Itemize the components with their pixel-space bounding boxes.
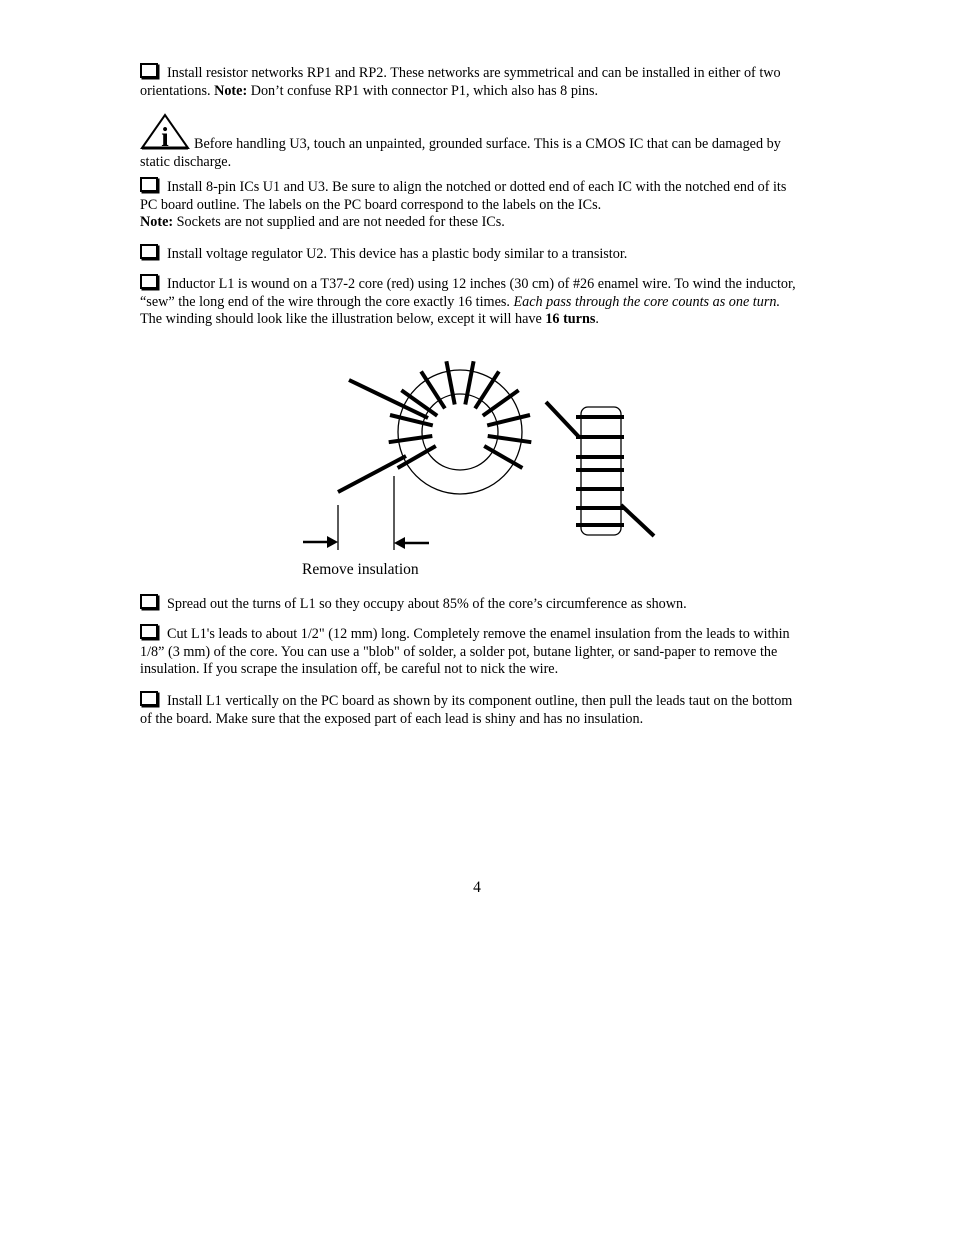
step-cut-leads (140, 624, 800, 679)
side-view-turns (576, 417, 624, 525)
step-text (140, 136, 781, 170)
step-install-rp1-rp2 (140, 63, 800, 100)
inductor-figure-svg (290, 355, 670, 555)
step-spread-turns (140, 594, 800, 614)
step-checkbox[interactable] (140, 691, 158, 706)
text-segment: Install L1 vertically on the PC board as shown by its component outline, then pull the leads taut on the bottom of the board. Make sure that the exposed part of each lead is shiny and has no insulation. (140, 693, 793, 727)
step-text (140, 626, 790, 677)
step-checkbox[interactable] (140, 244, 158, 259)
toroid-turn (446, 361, 454, 404)
step-text (140, 276, 796, 327)
text-segment: Sockets are not supplied and are not needed for these ICs. (173, 214, 505, 231)
toroid-turn (483, 390, 519, 416)
step-text (167, 596, 687, 612)
toroid-turn (487, 415, 530, 425)
toroid-turn (488, 436, 532, 442)
toroid-inner-edge (422, 394, 498, 470)
step-text (140, 179, 786, 230)
step-text (140, 65, 781, 99)
text-segment: Install resistor networks RP1 and RP2. These networks are symmetrical and can be installed in either of two orientations. (140, 65, 781, 99)
text-segment: Install voltage regulator U2. This device has a plastic body similar to a transistor. (167, 246, 628, 262)
toroid-turn (389, 436, 433, 442)
step-install-l1 (140, 691, 800, 728)
toroid-side-view (546, 402, 654, 536)
step-checkbox[interactable] (140, 177, 158, 192)
toroid-core-drawing (338, 361, 531, 494)
step-install-ics (140, 177, 800, 232)
insulation-length-marker (303, 476, 429, 550)
page-number: 4 (473, 879, 481, 896)
inductor-winding-figure (290, 355, 670, 560)
step-checkbox[interactable] (140, 624, 158, 639)
warning-icon-letter: i (161, 122, 169, 150)
text-segment: Before handling U3, touch an unpainted, grounded surface. This is a CMOS IC that can be damaged by static discharge. (140, 136, 781, 170)
info-warning-icon (140, 113, 190, 150)
text-segment: Each pass through the core counts as one turn. (513, 293, 780, 310)
step-checkbox[interactable] (140, 274, 158, 289)
text-segment: Note: (214, 82, 248, 99)
text-segment: Install 8-pin ICs U1 and U3. Be sure to align the notched or dotted end of each IC with the notched end of its PC board outline. The labels on the PC board correspond to the labels on the ICs. (140, 179, 787, 213)
esd-warning-note (140, 113, 800, 171)
text-segment: The winding should look like the illustration below, except it will have (140, 311, 546, 328)
text-segment: Note: (140, 214, 174, 231)
text-segment: Cut L1's leads to about 1/2" (12 mm) long. Completely remove the enamel insulation from the leads to within 1/8” (3 mm) of the core. You can use a "blob" of solder, a solder pot, butane lighter, or sand-paper to remove the insulation. If you scrape the insulation off, be careful not to nick the wire. (140, 626, 790, 678)
step-text (167, 246, 627, 262)
side-lead-bottom (621, 505, 654, 536)
step-checkbox[interactable] (140, 63, 158, 78)
text-segment: Don’t confuse RP1 with connector P1, which also has 8 pins. (247, 82, 599, 99)
step-text (140, 693, 792, 727)
arrow-left-icon (394, 537, 405, 549)
toroid-lead-bottom (338, 456, 406, 492)
toroid-turn (465, 361, 473, 404)
step-install-u2 (140, 244, 800, 264)
toroid-turn (475, 371, 499, 408)
side-lead-top (546, 402, 579, 437)
figure-caption: Remove insulation (302, 561, 419, 578)
toroid-turns (389, 361, 532, 468)
toroid-turn (421, 371, 445, 408)
toroid-outer-edge (398, 370, 522, 494)
text-segment: Spread out the turns of L1 so they occupy about 85% of the core’s circumference as shown. (167, 596, 687, 612)
step-checkbox[interactable] (140, 594, 158, 609)
text-segment: . (595, 311, 599, 328)
text-segment: Inductor L1 is wound on a T37-2 core (red) using 12 inches (30 cm) of #26 enamel wire. To wind the inductor, “sew” the long end of the wire through the core exactly 16 times. (140, 276, 796, 310)
arrow-right-icon (327, 536, 338, 548)
text-segment: 16 turns (545, 311, 596, 328)
step-wind-l1 (140, 274, 800, 329)
